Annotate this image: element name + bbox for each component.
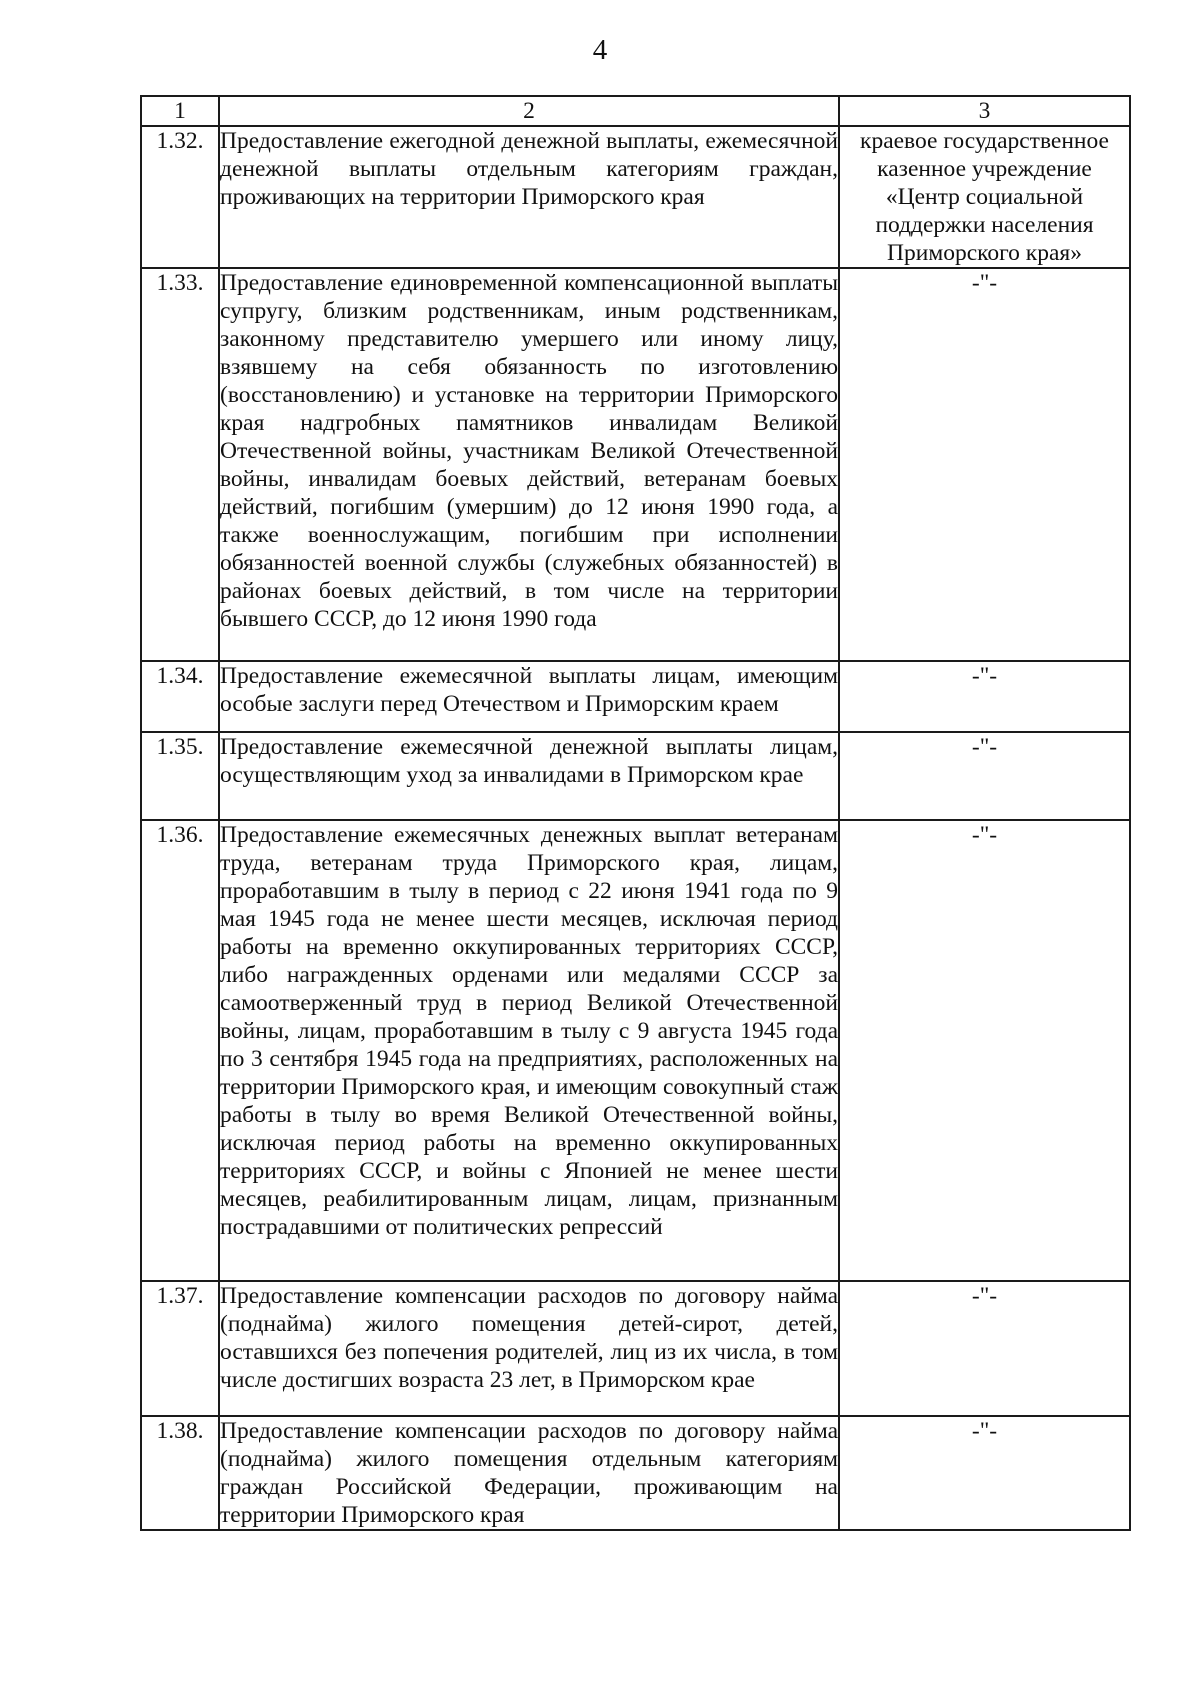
service-description: Предоставление ежемесячной денежной выплаты лицам, осуществляющим уход за инвалидами в Приморском крае <box>219 732 839 820</box>
service-description: Предоставление единовременной компенсационной выплаты супругу, близким родственникам, иным родственникам, законному представителю умершего или иному лицу, взявшему на себя обязанность по изготовлению (восстановлению) и установке на территории Приморского края надгробных памятников инвалидам Великой Отечественной войны, участникам Великой Отечественной войны, инвалидам боевых действий, ветеранам боевых действий, погибшим (умершим) до 12 июня 1990 года, а также военнослужащим, погибшим при исполнении обязанностей военной службы (служебных обязанностей) в районах боевых действий, в том числе на территории бывшего СССР, до 12 июня 1990 года <box>219 268 839 661</box>
ditto-mark: -"- <box>839 661 1130 732</box>
row-number: 1.36. <box>141 820 219 1281</box>
table-header-row <box>141 96 1130 126</box>
ditto-mark: -"- <box>839 820 1130 1281</box>
service-description: Предоставление ежегодной денежной выплаты, ежемесячной денежной выплаты отдельным категориям граждан, проживающих на территории Приморского края <box>219 126 839 268</box>
row-number: 1.35. <box>141 732 219 820</box>
table-row <box>141 732 1130 820</box>
ditto-mark: -"- <box>839 1281 1130 1416</box>
table-row <box>141 1281 1130 1416</box>
page-number: 4 <box>592 34 608 66</box>
row-number: 1.33. <box>141 268 219 661</box>
ditto-mark: -"- <box>839 732 1130 820</box>
table-row <box>141 126 1130 268</box>
ditto-mark: -"- <box>839 1416 1130 1530</box>
service-description: Предоставление ежемесячных денежных выплат ветеранам труда, ветеранам труда Приморского края, лицам, проработавшим в тылу в период с 22 июня 1941 года по 9 мая 1945 года не менее шести месяцев, исключая период работы на временно оккупированных территориях СССР, либо награжденных орденами или медалями СССР за самоотверженный труд в период Великой Отечественной войны, лицам, проработавшим в тылу с 9 августа 1945 года по 3 сентября 1945 года на предприятиях, расположенных на территории Приморского края, и имеющим совокупный стаж работы в тылу во время Великой Отечественной войны, исключая период работы на временно оккупированных территориях СССР, и войны с Японией не менее шести месяцев, реабилитированным лицам, лицам, признанным пострадавшими от политических репрессий <box>219 820 839 1281</box>
table-row <box>141 820 1130 1281</box>
row-number: 1.38. <box>141 1416 219 1530</box>
column-header-number: 1 <box>141 96 219 126</box>
column-header-service: 2 <box>219 96 839 126</box>
table-row <box>141 1416 1130 1530</box>
services-table <box>140 95 1131 1531</box>
service-description: Предоставление компенсации расходов по договору найма (поднайма) жилого помещения отдельным категориям граждан Российской Федерации, проживающим на территории Приморского края <box>220 1418 838 1528</box>
table-row <box>141 661 1130 732</box>
row-number: 1.37. <box>141 1281 219 1416</box>
ditto-mark: -"- <box>839 268 1130 661</box>
row-number: 1.34. <box>141 661 219 732</box>
column-header-organization: 3 <box>839 96 1130 126</box>
service-description: Предоставление компенсации расходов по договору найма (поднайма) жилого помещения детей-сирот, детей, оставшихся без попечения родителей, лиц из их числа, в том числе достигших возраста 23 лет, в Приморском крае <box>219 1281 839 1416</box>
row-number: 1.32. <box>141 126 219 268</box>
responsible-organization: краевое государственное казенное учреждение «Центр социальной поддержки населения Приморского края» <box>839 126 1130 268</box>
service-description: Предоставление ежемесячной выплаты лицам, имеющим особые заслуги перед Отечеством и Приморским краем <box>219 661 839 732</box>
table-row <box>141 268 1130 661</box>
